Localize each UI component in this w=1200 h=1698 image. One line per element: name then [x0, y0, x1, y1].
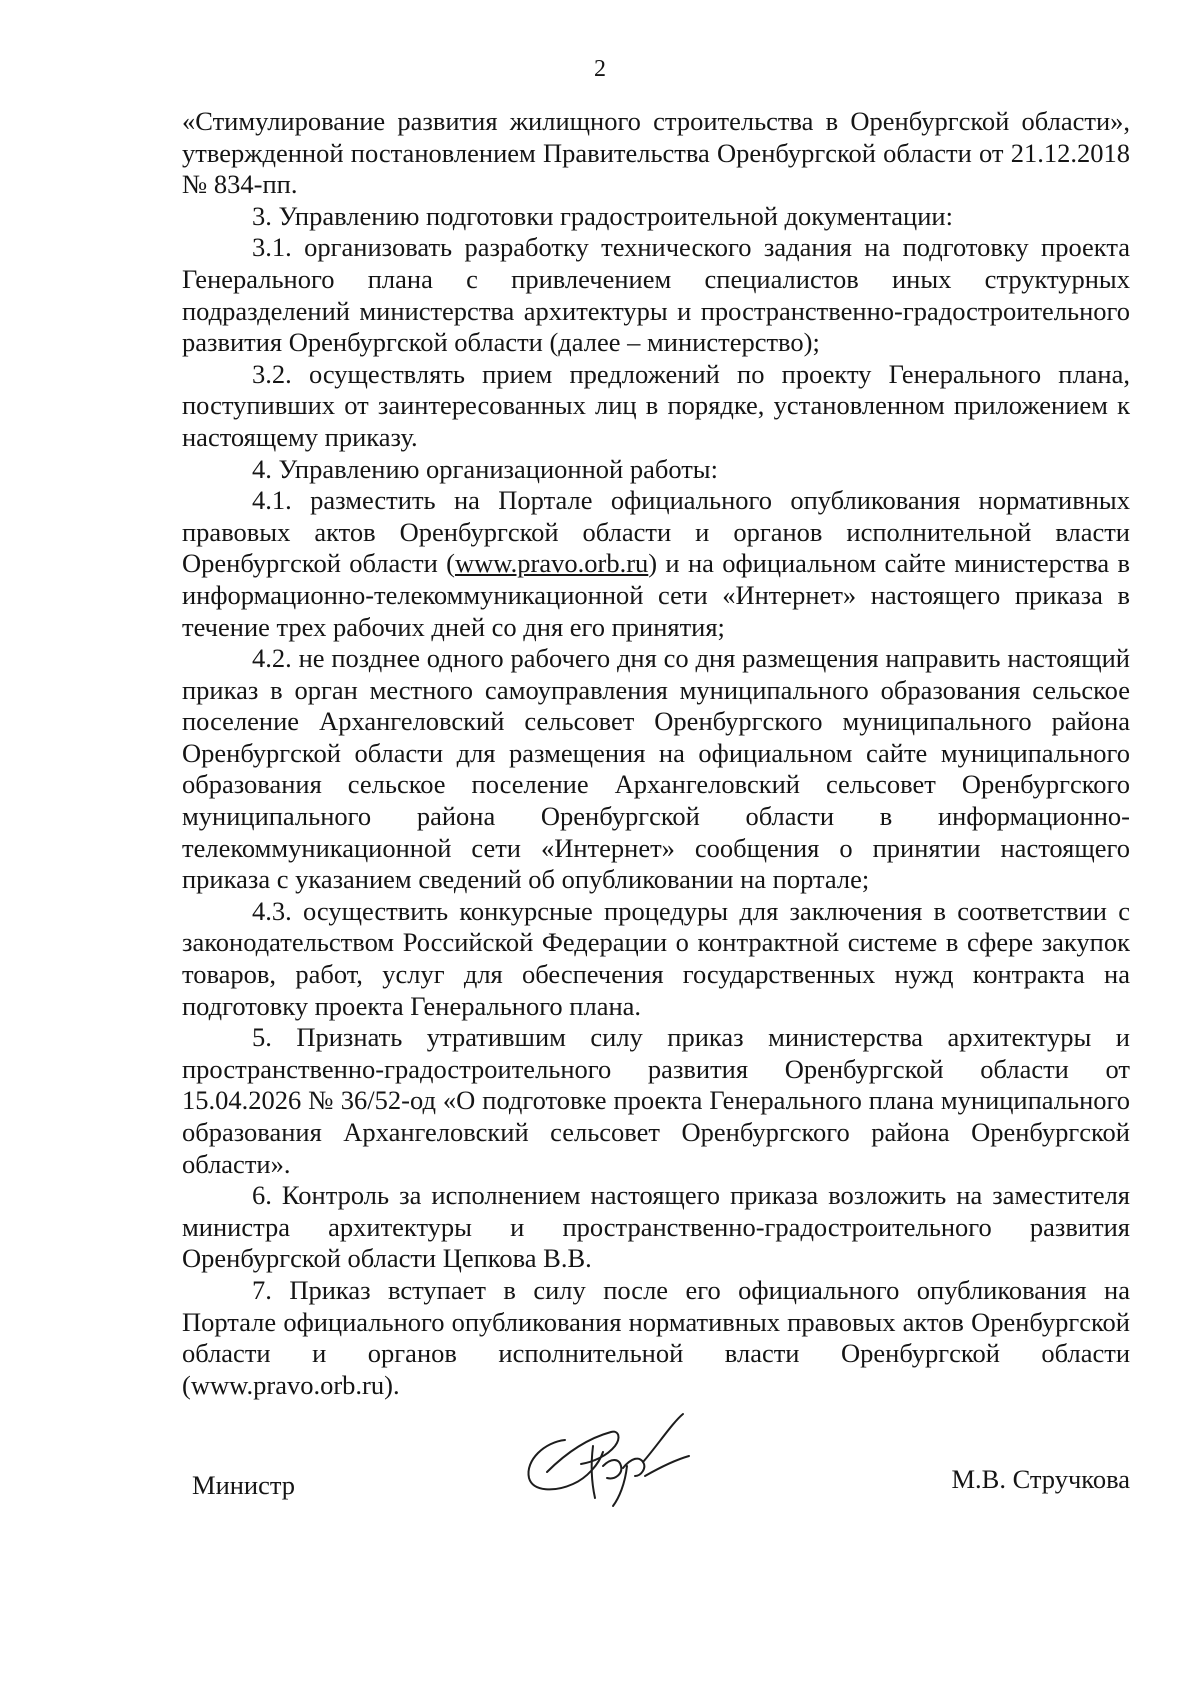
paragraph-item-3: 3. Управлению подготовки градостроительной документации:: [252, 200, 953, 231]
document-body: [182, 106, 1130, 1401]
paragraph-program-continuation: «Стимулирование развития жилищного строительства в Оренбургской области», утвержденной постановлением Правительства Оренбургской области от 21.12.2018 № 834-пп.: [182, 106, 1130, 200]
paragraph-item-5: 5. Признать утратившим силу приказ министерства архитектуры и пространственно-градостроительного развития Оренбургской области от 15.04.2026 № 36/52-од «О подготовке проекта Генерального плана муниципального образования Архангеловский сельсовет Оренбургского района Оренбургской области».: [182, 1022, 1130, 1179]
paragraph-item-4-1: [182, 485, 1130, 643]
pravo-portal-link[interactable]: www.pravo.orb.ru: [454, 548, 649, 579]
handwritten-signature: [507, 1402, 707, 1522]
paragraph-item-4-1-text-before: 4.1. разместить на Портале официального опубликования нормативных правовых актов Оренбургской области и органов исполнительной власти Оренбургской области (: [182, 485, 1130, 579]
paragraph-item-6: 6. Контроль за исполнением настоящего приказа возложить на заместителя министра архитектуры и пространственно-градостроительного развития Оренбургской области Цепкова В.В.: [182, 1180, 1130, 1274]
paragraph-item-4-3: 4.3. осуществить конкурсные процедуры для заключения в соответствии с законодательством Российской Федерации о контрактной системе в сфере закупок товаров, работ, услуг для обеспечения государственных нужд контракта на подготовку проекта Генерального плана.: [182, 895, 1130, 1021]
paragraph-item-4: 4. Управлению организационной работы:: [252, 453, 718, 484]
signatory-title: Министр: [192, 1470, 296, 1500]
signature-block: [182, 1446, 1130, 1556]
paragraph-item-3-2: 3.2. осуществлять прием предложений по проекту Генерального плана, поступивших от заинтересованных лиц в порядке, установленном приложением к настоящему приказу.: [182, 358, 1130, 452]
paragraph-item-7: 7. Приказ вступает в силу после его официального опубликования на Портале официального опубликования нормативных правовых актов Оренбургской области и органов исполнительной власти Оренбургской области (www.pravo.orb.ru).: [182, 1274, 1130, 1400]
paragraph-item-4-1-text-after: ) и на официальном сайте министерства в информационно-телекоммуникационной сети «Интернет» настоящего приказа в течение трех рабочих дней со дня его принятия;: [182, 548, 1130, 642]
signatory-name: М.В. Стручкова: [951, 1464, 1130, 1494]
paragraph-item-3-1: 3.1. организовать разработку технического задания на подготовку проекта Генерального плана с привлечением специалистов иных структурных подразделений министерства архитектуры и пространственно-градостроительного развития Оренбургской области (далее – министерство);: [182, 232, 1130, 358]
paragraph-item-4-2: 4.2. не позднее одного рабочего дня со дня размещения направить настоящий приказ в орган местного самоуправления муниципального образования сельское поселение Архангеловский сельсовет Оренбургского муниципального района Оренбургской области для размещения на официальном сайте муниципального образования сельское поселение Архангеловский сельсовет Оренбургского муниципального района Оренбургской области в информационно-телекоммуникационной сети «Интернет» сообщения о принятии настоящего приказа с указанием сведений об опубликовании на портале;: [182, 643, 1130, 895]
page-number: 2: [594, 56, 606, 82]
